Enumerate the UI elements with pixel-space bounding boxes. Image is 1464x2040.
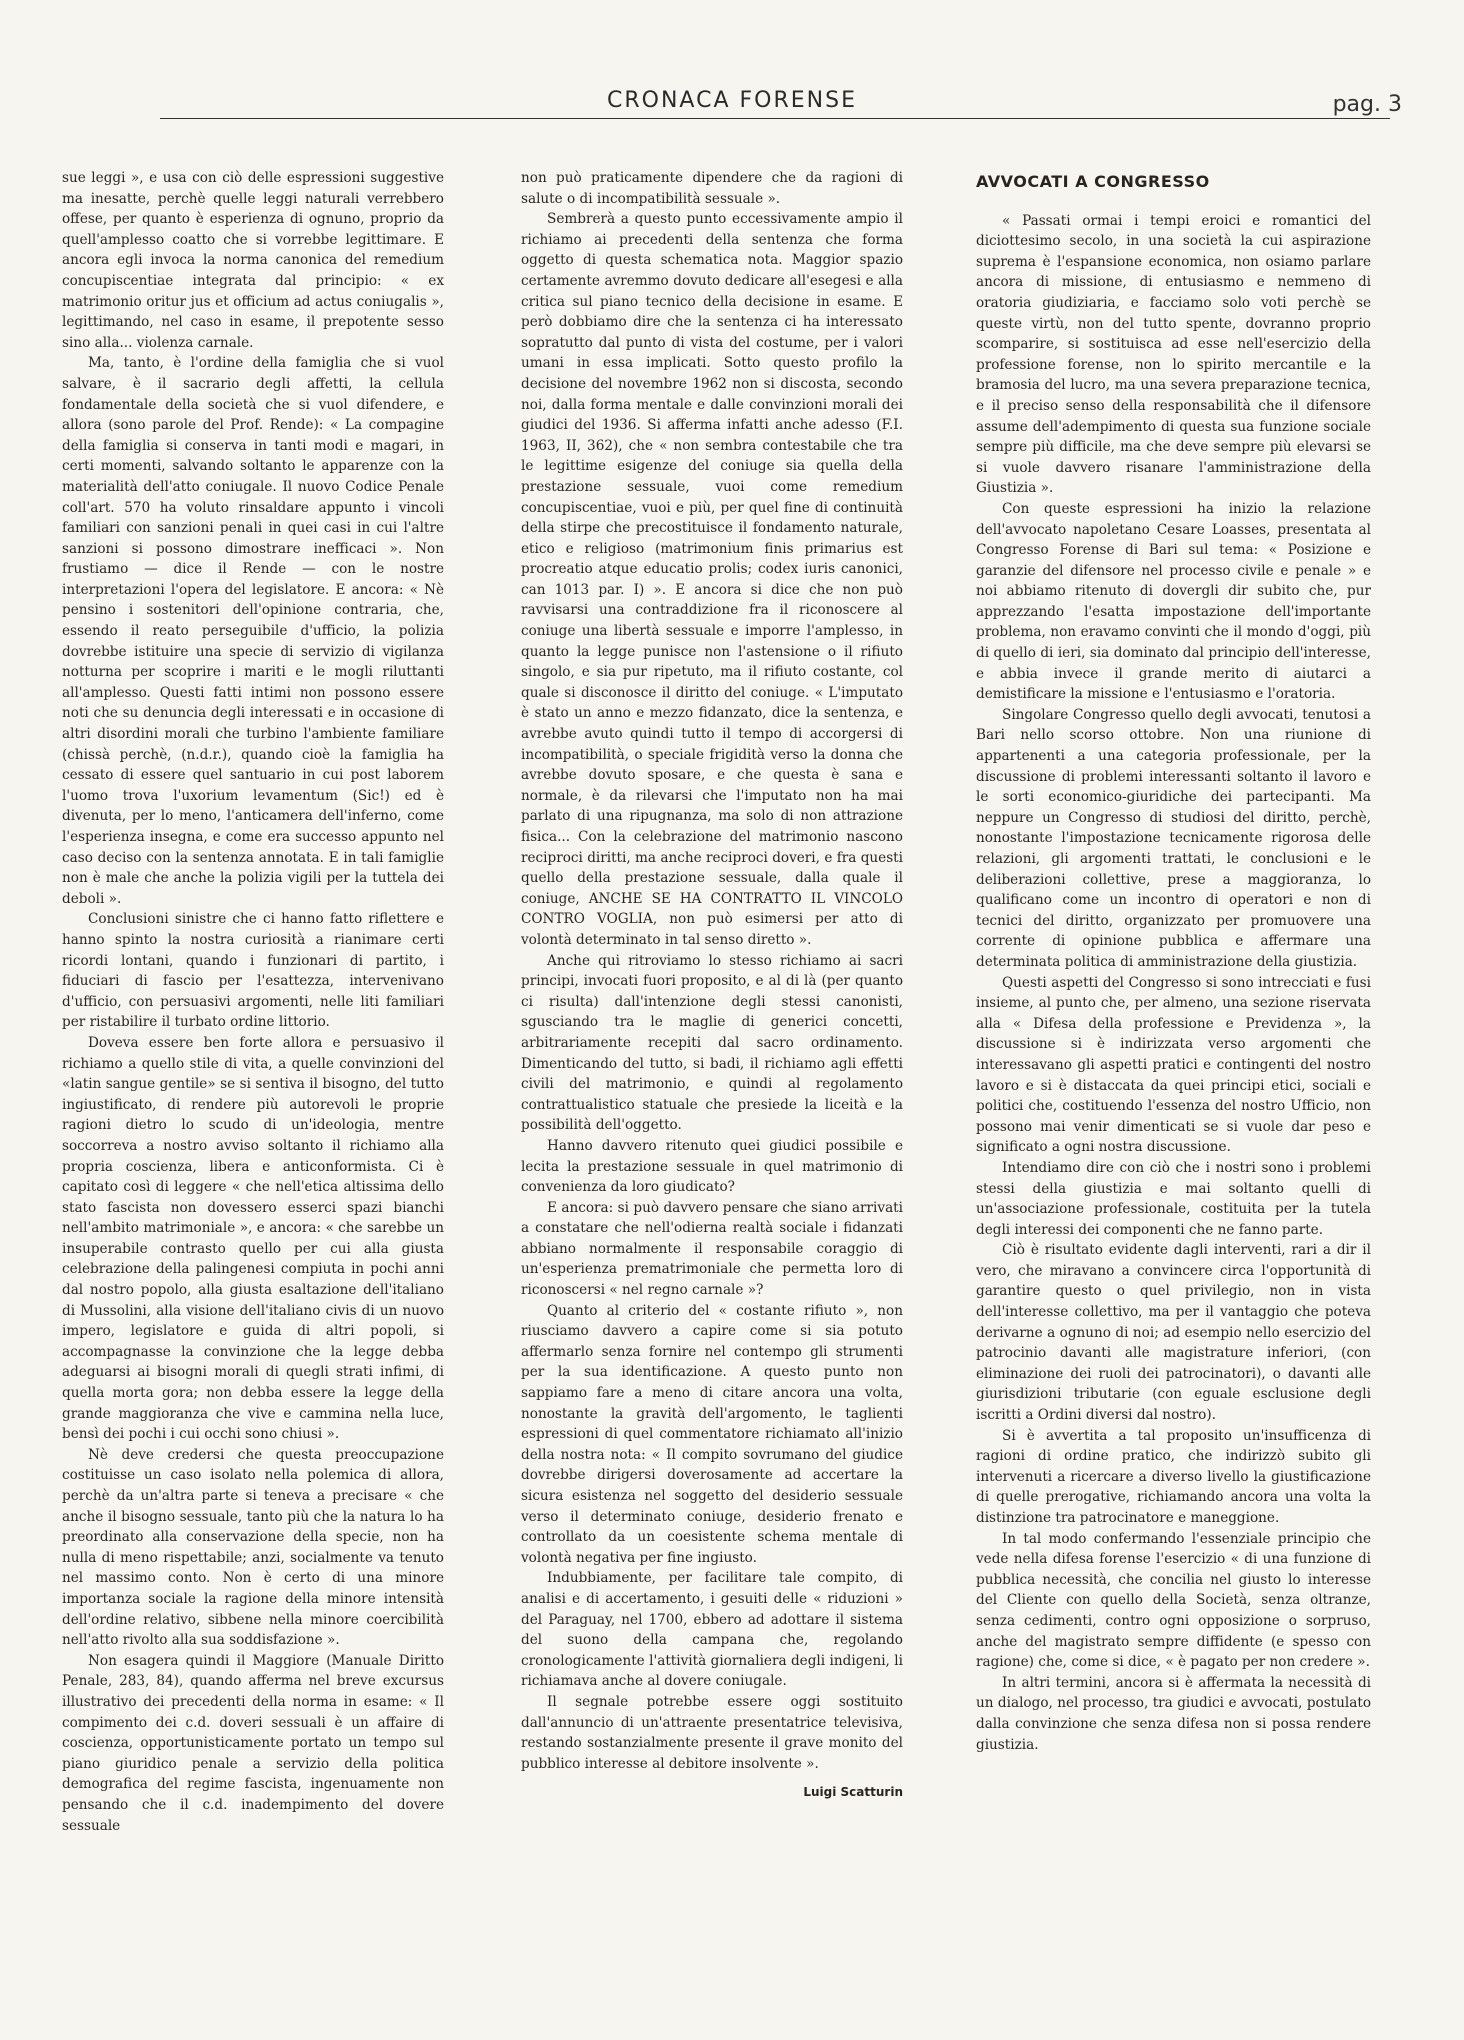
header-rule (160, 118, 1390, 119)
paragraph: Ciò è risultato evidente dagli interventi, rari a dir il vero, che miravano a convincere circa l'opportunità di garantire questo o quel privilegio, non in vista dell'interesse collettivo, ma per il vantaggio che poteva derivarne a ognuno di noi; ad esempio nello esercizio del patrocinio davanti alle magistrature inferiori, (con eliminazione dei ruoli dei patrocinatori), o davanti alle giurisdizioni tributarie (con eguale esclusione degli iscritti a Ordini diversi dal nostro). (976, 1242, 1371, 1424)
author-signature: Luigi Scatturin (803, 1785, 903, 1800)
paragraph: Ma, tanto, è l'ordine della famiglia che si vuol salvare, è il sacrario degli affetti, la cellula fondamentale della società che si vuol difendere, e allora (sono parole del Prof. Rende): « La compagine della famiglia si conserva in tanti modi e magari, in certi momenti, salvando soltanto le apparenze con la materialità dell'atto coniugale. Il nuovo Codice Penale coll'art. 570 ha voluto rinsaldare appunto i vincoli familiari con sanzioni penali in quei casi in cui l'altre sanzioni si possono dimostrare inefficaci ». Non frustiamo — dice il Rende — con le nostre interpretazioni l'opera del legislatore. E ancora: « Nè pensino i sostenitori dell'opinione contraria, che, essendo il reato perseguibile d'ufficio, la polizia dovrebbe istituire una specie di servizio di vigilanza notturna per scoprire i mariti e le mogli riluttanti all'amplesso. Questi fatti intimi non possono essere noti che su denuncia degli interessati e in occasione di altri disordini morali che turbino l'ambiente familiare (chissà perchè, (n.d.r.), quando cioè la famiglia ha cessato di essere quel santuario in cui post laborem l'uomo trova l'uxorium levamentum (Sic!) ed è divenuta, per lo meno, l'anticamera dell'inferno, come l'esperienza insegna, e come era successo appunto nel caso deciso con la sentenza annotata. E in tali famiglie non è male che anche la polizia vigili per la tuttela dei deboli ». (62, 355, 444, 907)
paragraph: Singolare Congresso quello degli avvocati, tenutosi a Bari nello scorso ottobre. Non una riunione di appartenenti a una categoria professionale, per la discussione di problemi interessanti soltanto il lavoro e le sorti economico-giuridiche dei partecipanti. Ma neppure un Congresso di studiosi del diritto, perchè, nonostante l'impostazione tecnicamente rigorosa delle relazioni, gli argomenti trattati, le conclusioni e le deliberazioni collettive, prese a maggioranza, lo qualificano come un incontro di operatori e non di tecnici del diritto, organizzato per promuovere una corrente di opinione pubblica e affermare una determinata politica di amministrazione della giustizia. (976, 706, 1371, 970)
masthead: CRONACA FORENSE (607, 88, 857, 113)
paragraph: Sembrerà a questo punto eccessivamente ampio il richiamo ai precedenti della sentenza che forma oggetto di questa schematica nota. Maggior spazio certamente avremmo dovuto dedicare all'esegesi e alla critica sul piano tecnico della decisione in esame. E però dobbiamo dire che la sentenza ci ha interessato sopratutto dal punto di vista del costume, per i valori umani in essa implicati. Sotto questo profilo la decisione del novembre 1962 non si discosta, secondo noi, dalla forma mentale e dalle convinzioni morali dei giudici del 1936. Si afferma infatti anche adesso (F.I. 1963, II, 362), che « non sembra contestabile che tra le legittime esigenze del coniuge sia quella della prestazione sessuale, vuoi come remedium concupiscentiae, vuoi e più, per quel fine di continuità della stirpe che precostituisce il fondamento naturale, etico e religioso (matrimonium finis primarius est procreatio atque educatio prolis; codex iuris canonici, can 1013 par. I) ». E ancora si dice che non può ravvisarsi una contraddizione fra il riconoscere al coniuge una libertà sessuale e imporre l'amplesso, in quanto la legge punisce non l'astensione o il rifiuto singolo, e sia pur ripetuto, ma il rifiuto costante, col quale si disconosce il diritto del coniuge. « L'imputato è stato un anno e mezzo fidanzato, dice la sentenza, e avrebbe avuto quindi tutto il tempo di accorgersi di incompatibilità, o speciale frigidità verso la donna che avrebbe dovuto sposare, e che questa è sana e normale, è da rilevarsi che l'imputato non ha mai parlato di una ripugnanza, ma solo di non attrazione fisica... Con la celebrazione del matrimonio nascono reciproci diritti, ma anche reciproci doveri, e fra questi quello della prestazione sessuale, dalla quale il coniuge, ANCHE SE HA CONTRATTO IL VINCOLO CONTRO VOGLIA, non può esimersi per atto di volontà determinato in tal senso diretto ». (521, 211, 903, 948)
paragraph: Intendiamo dire con ciò che i nostri sono i problemi stessi della giustizia e mai soltanto quelli di un'associazione professionale, costituita per la tutela degli interessi dei componenti che ne fanno parte. (976, 1159, 1371, 1238)
paragraph: Con queste espressioni ha inizio la relazione dell'avvocato napoletano Cesare Loasses, presentata al Congresso Forense di Bari sul tema: « Posizione e garanzie del difensore nel processo civile e penale » e noi abbiamo ritenuto di dovergli dir subito che, pur apprezzando l'esatta impostazione dell'importante problema, non eravamo convinti che il mondo d'oggi, più di quello di ieri, sia dominato dal principio dell'interesse, e abbia invece il grande merito di aiutarci a demistificare la missione e l'entusiasmo e l'oratoria. (976, 500, 1371, 703)
paragraph: Si è avvertita a tal proposito un'insufficenza di ragioni di ordine pratico, che indirizzò subito gli intervenuti a ricercare a diverso livello la giustificazione di quelle prerogative, richiamando ancora una volta la distinzione tra patrocinatore e maneggione. (976, 1427, 1371, 1526)
paragraph: Quanto al criterio del « costante rifiuto », non riusciamo davvero a capire come si sia potuto affermarlo senza fornire nel contempo gli strumenti per la sua identificazione. A questo punto non sappiamo fare a meno di citare ancora una volta, nonostante la gravità dell'argomento, le taglienti espressioni di quel commentatore richiamato all'inizio della nostra nota: « Il compito sovrumano del giudice dovrebbe dirigersi doverosamente ad accertare la sicura esistenza nel soggetto del desiderio sessuale verso il determinato coniuge, desiderio frenato e controllato da un coesistente schema mentale di volontà negativa per fine ingiusto. (521, 1302, 903, 1566)
paragraph: In tal modo confermando l'essenziale principio che vede nella difesa forense l'esercizio « di una funzione di pubblica necessità, che concilia nel giusto lo interesse del Cliente con quello della Società, senza oltranze, senza cedimenti, contro ogni opposizione o sorpruso, anche del magistrato sempre diffidente (e spesso con ragione) che, come si dice, « è pagato per non credere ». (976, 1530, 1371, 1671)
column-3 (976, 168, 1371, 1755)
paragraph: Questi aspetti del Congresso si sono intrecciati e fusi insieme, al punto che, per almeno, una sezione riservata alla « Difesa della professione e Previdenza », la discussione si è indirizzata verso argomenti che interessavano gli aspetti pratici e contingenti del nostro lavoro e si è distaccata da quei principi etici, sociali e politici che, costituendo l'essenza del nostro Ufficio, non possono mai venir dimenticati se si vuole dar peso e significato a ogni nostra discussione. (976, 974, 1371, 1156)
paragraph: Anche qui ritroviamo lo stesso richiamo ai sacri principi, invocati fuori proposito, e al di là (per quanto ci risulta) dall'intenzione degli stessi canonisti, sgusciando tra le maglie di generici concetti, arbitrariamente recepiti dal sacro ordinamento. Dimenticando del tutto, si badi, il richiamo agli effetti civili del matrimonio, e quindi al regolamento contrattualistico statuale che presiede la liceità e la possibilità dell'oggetto. (521, 952, 903, 1134)
section-title: AVVOCATI A CONGRESSO (976, 172, 1210, 191)
paragraph: sue leggi », e usa con ciò delle espressioni suggestive ma inesatte, perchè quelle leggi naturali verrebbero offese, per quanto è esperienza di ognuno, proprio da quell'amplesso coatto che si vorrebbe legittimare. E ancora egli invoca la norma canonica del remedium concupiscentiae integrata dal principio: « ex matrimonio oritur jus et officium ad actus coniugalis », legittimando, nel caso in esame, il prepotente sesso sino alla... violenza carnale. (62, 170, 444, 351)
paragraph: non può praticamente dipendere che da ragioni di salute o di incompatibilità sessuale ». (521, 170, 903, 207)
column-1 (62, 168, 444, 1836)
paragraph: Non esagera quindi il Maggiore (Manuale Diritto Penale, 283, 84), quando afferma nel breve excursus illustrativo dei precedenti della norma in esame: « Il compimento dei c.d. doveri sessuali è un affaire di coscienza, opportunisticamente portato un tempo sul piano giuridico penale a servizio della politica demografica del regime fascista, ingenuamente non pensando che il c.d. inadempimento del dovere sessuale (62, 1652, 444, 1834)
paragraph: Indubbiamente, per facilitare tale compito, di analisi e di accertamento, i gesuiti delle « riduzioni » del Paraguay, nel 1700, ebbero ad adottare il sistema del suono della campana che, regolando cronologicamente l'attività giornaliera degli indigeni, li richiamava anche al dovere coniugale. (521, 1570, 903, 1690)
paragraph: Nè deve credersi che questa preoccupazione costituisse un caso isolato nella polemica di allora, perchè da un'altra parte si teneva a precisare « che anche il bisogno sessuale, tanto più che la natura lo ha preordinato alla conservazione della specie, non ha nulla di meno rispettabile; anzi, socialmente va tenuto nel massimo conto. Non è certo di una minore importanza sociale la ragione della minore intensità dell'ordine relativo, sibbene nella minore coercibilità nell'atto rivolto alla sua soddisfazione ». (62, 1446, 444, 1649)
paragraph: Conclusioni sinistre che ci hanno fatto riflettere e hanno spinto la nostra curiosità a rianimare certi ricordi lontani, quando i funzionari di partito, i fiduciari di fascio per l'esattezza, intervenivano d'ufficio, con persuasivi argomenti, nelle liti familiari per ristabilire il turbato ordine littorio. (62, 911, 444, 1031)
column-2 (521, 168, 903, 1803)
paragraph: Hanno davvero ritenuto quei giudici possibile e lecita la prestazione sessuale in quel matrimonio di convenienza da loro giudicato? (521, 1137, 903, 1196)
paragraph: Doveva essere ben forte allora e persuasivo il richiamo a quello stile di vita, a quelle convinzioni del «latin sangue gentile» se si sentiva il bisogno, del tutto ingiustificato, di rendere più autorevoli le proprie ragioni dietro lo scudo di un'ideologia, mentre soccorreva a nostro avviso soltanto il richiamo alla propria coscienza, libera e anticonformista. Ci è capitato così di leggere « che nell'etica altissima dello stato fascista non dovessero esserci spazi bianchi nell'ambito matrimoniale », e ancora: « che sarebbe un insuperabile contrasto quello per cui alla giusta celebrazione della palingenesi compiuta in pochi anni dal nostro popolo, alla giusta esaltazione dell'italiano di Mussolini, alla visione dell'italiano civis di un nuovo impero, legislatore e guida di altri popoli, si accompagnasse la convinzione che la legge debba adeguarsi ai bisogni morali di quegli strati infimi, di quella morta gora; non debba essere la legge della grande maggioranza che vive e cammina nella luce, bensì dei pochi i cui occhi sono chiusi ». (62, 1034, 444, 1443)
paragraph: In altri termini, ancora si è affermata la necessità di un dialogo, nel processo, tra giudici e avvocati, postulato dalla convinzione che senza difesa non si possa rendere giustizia. (976, 1674, 1371, 1753)
paragraph: E ancora: si può davvero pensare che siano arrivati a constatare che nell'odierna realtà sociale i fidanzati abbiano normalmente il responsabile coraggio di un'esperienza prematrimoniale che permetta loro di riconoscersi « nel regno carnale »? (521, 1199, 903, 1299)
page-number: pag. 3 (1332, 92, 1402, 117)
paragraph: Il segnale potrebbe essere oggi sostituito dall'annuncio di un'attraente presentatrice televisiva, restando sostanzialmente presente il grave monito del pubblico interesse al debitore insolvente ». (521, 1693, 903, 1772)
paragraph: « Passati ormai i tempi eroici e romantici del diciottesimo secolo, in una società la cui aspirazione suprema è l'espansione economica, non osiamo parlare ancora di missione, di entusiasmo e nemmeno di oratoria giudiziaria, e facciamo solo voti perchè se queste virtù, non del tutto spente, dovranno proprio scomparire, si sostituisca ad esse nell'esercizio della professione forense, non lo spirito mercantile e la bramosia del lucro, ma una severa preparazione tecnica, e il preciso senso della responsabilità che il difensore assume dell'adempimento di questa sua funzione sociale sempre più difficile, ma che deve sempre più elevarsi se si vuole davvero risanare l'amministrazione della Giustizia ». (976, 212, 1371, 497)
